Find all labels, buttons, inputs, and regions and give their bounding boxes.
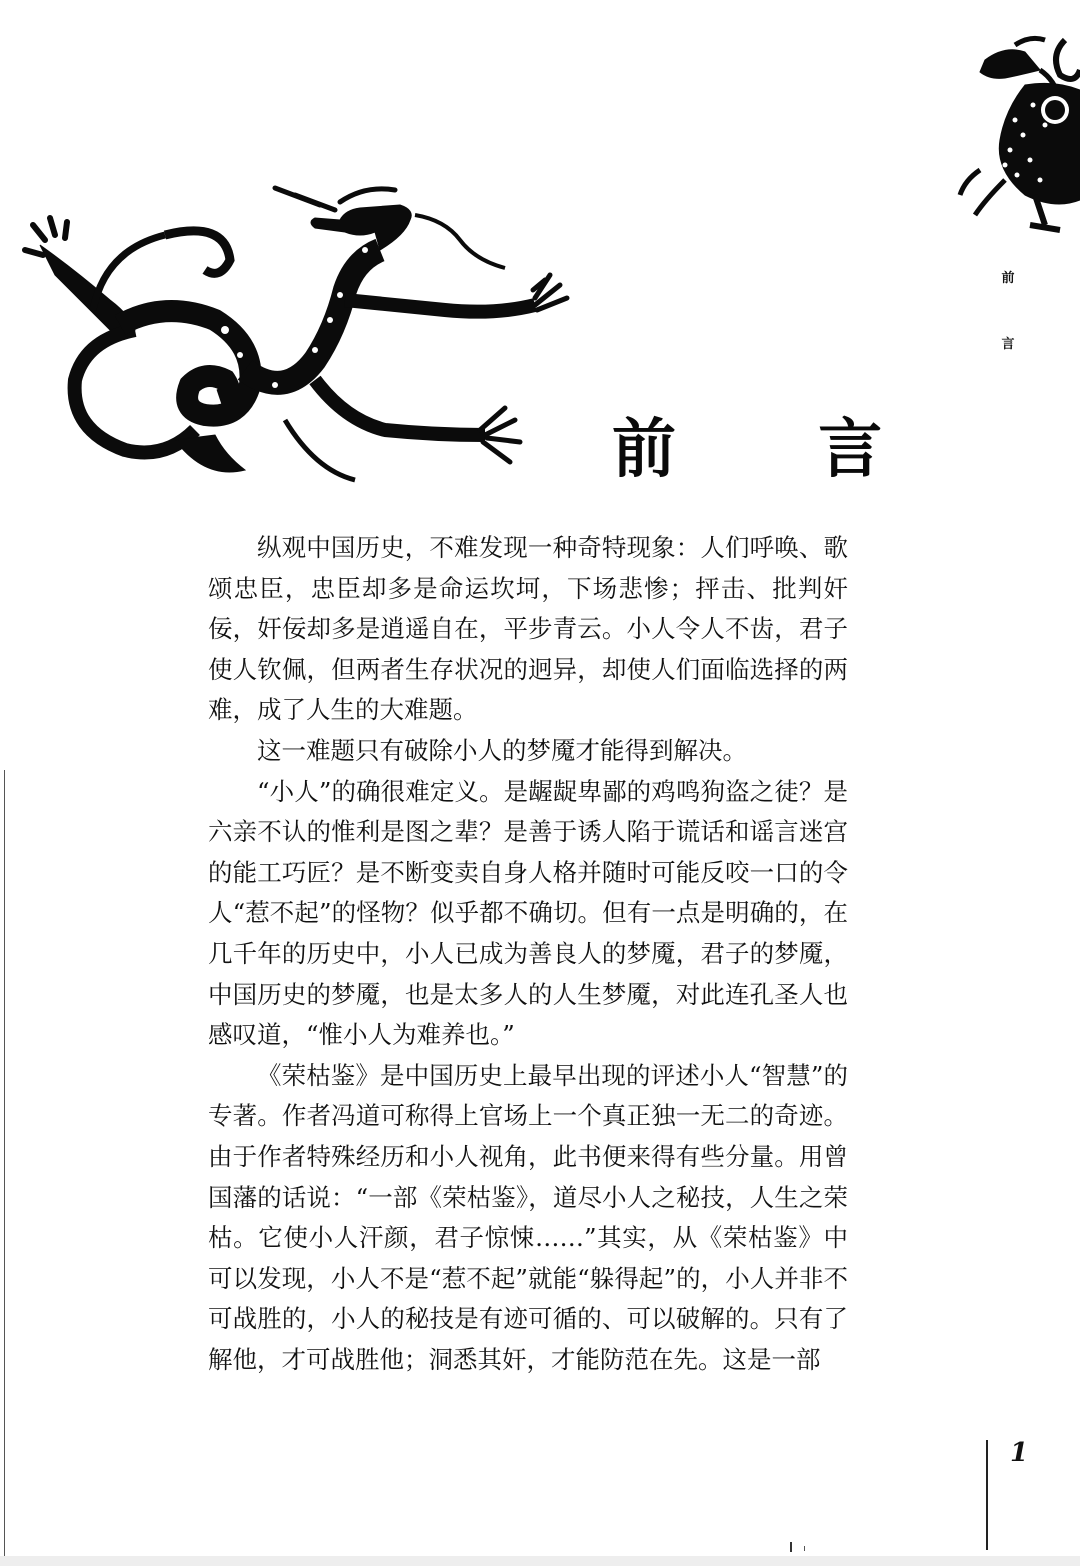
scan-mark — [804, 1546, 805, 1551]
page-bottom-edge — [0, 1556, 1080, 1566]
paragraph: 纵观中国历史，不难发现一种奇特现象：人们呼唤、歌颂忠臣，忠臣却多是命运坎坷，下场悲惨；抨击、批判奸佞，奸佞却多是逍遥自在，平步青云。小人令人不齿，君子使人钦佩，但两者生存状况的迥异，却使人们面临选择的两难，成了人生的大难题。 — [208, 533, 848, 725]
scan-mark — [790, 1542, 792, 1552]
paragraph: 这一难题只有破除小人的梦魇才能得到解决。 — [257, 735, 747, 765]
chapter-title: 前 言 — [612, 413, 943, 487]
dragon-illustration — [15, 180, 610, 490]
left-scan-edge-line — [4, 770, 5, 1560]
corner-creature-illustration — [945, 30, 1080, 240]
page-number-divider — [986, 1440, 988, 1550]
page-number: 1 — [1010, 1438, 1029, 1468]
running-head-char-2: 言 — [1001, 337, 1015, 352]
paragraph: “小人”的确很难定义。是龌龊卑鄙的鸡鸣狗盗之徒？是六亲不认的惟利是图之辈？是善于诱人陷于谎话和谣言迷宫的能工巧匠？是不断变卖自身人格并随时可能反咬一口的令人“惹不起”的怪物？似乎都不确切。但有一点是明确的，在几千年的历史中，小人已成为善良人的梦魇，君子的梦魇，中国历史的梦魇，也是太多人的人生梦魇，对此连孔圣人也感叹道，“惟小人为难养也。” — [208, 776, 848, 1050]
running-head — [998, 246, 1018, 378]
running-head-char-1: 前 — [1001, 271, 1015, 286]
body-text — [208, 528, 848, 1380]
paragraph: 《荣枯鉴》是中国历史上最早出现的评述小人“智慧”的专著。作者冯道可称得上官场上一个真正独一无二的奇迹。由于作者特殊经历和小人视角，此书便来得有些分量。用曾国藩的话说：“一部《荣枯鉴》，道尽小人之秘技，人生之荣枯。它使小人汗颜，君子惊悚……”其实，从《荣枯鉴》中可以发现，小人不是“惹不起”就能“躲得起”的，小人并非不可战胜的，小人的秘技是有迹可循的、可以破解的。只有了解他，才可战胜他；洞悉其奸，才能防范在先。这是一部 — [208, 1060, 848, 1374]
